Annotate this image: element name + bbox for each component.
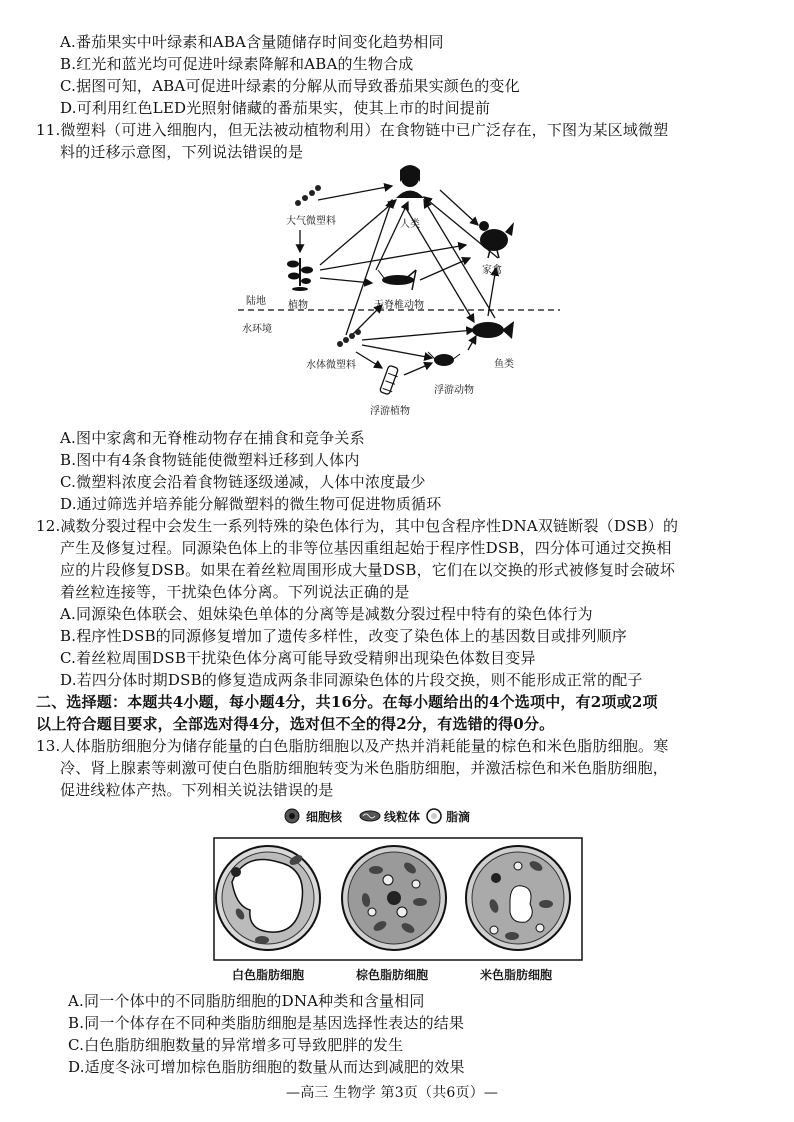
q12-option-d: D.若四分体时期DSB的修复造成两条非同源染色体的片段交换，则不能形成正常的配子 [60,671,643,689]
q12-stem: 12.减数分裂过程中会发生一系列特殊的染色体行为，其中包含程序性DNA双链断裂（DSB）的 [36,517,679,535]
label-land: 陆地 [246,296,266,307]
label-water-microplastic: 水体微塑料 [306,360,356,371]
q12-option-c: C.着丝粒周围DSB干扰染色体分离可能导致受精卵出现染色体数目变异 [60,649,536,667]
q11-stem-cont: 料的迁移示意图，下列说法错误的是 [60,143,304,161]
q10-option-d: D.可利用红色LED光照射储藏的番茄果实，使其上市的时间提前 [60,99,491,117]
q12-stem-2: 产生及修复过程。同源染色体上的非等位基因重组起始于程序性DSB，四分体可通过交换相 [60,539,672,557]
q13-option-a: A.同一个体中的不同脂肪细胞的DNA种类和含量相同 [68,992,425,1010]
label-atm-microplastic: 大气微塑料 [286,216,336,227]
q12-stem-4: 着丝粒连接等，干扰染色体分离。下列说法正确的是 [60,583,410,601]
label-invertebrate: 无脊椎动物 [374,300,424,311]
q11-option-c: C.微塑料浓度会沿着食物链逐级递减，人体中浓度最少 [60,473,426,491]
label-plant: 植物 [288,300,308,311]
q13-stem-2: 冷、肾上腺素等刺激可使白色脂肪细胞转变为米色脂肪细胞，并激活棕色和米色脂肪细胞， [60,759,669,777]
white-fat-cell-label: 白色脂肪细胞 [232,968,305,982]
q13-stem-3: 促进线粒体产热。下列相关说法错误的是 [60,781,334,799]
section-2-heading: 二、选择题：本题共4小题，每小题4分，共16分。在每小题给出的4个选项中，有2项或2项 [36,693,658,711]
label-fish: 鱼类 [494,359,514,370]
label-zooplankton: 浮游动物 [434,385,474,396]
white-fat-cell [216,846,320,950]
q10-option-c: C.据图可知，ABA可促进叶绿素的分解从而导致番茄果实颜色的变化 [60,77,520,95]
label-water-env: 水环境 [242,324,272,335]
label-poultry: 家禽 [482,265,502,276]
brown-fat-cell [342,846,446,950]
q11-stem: 11.微塑料（可进入细胞内，但无法被动植物利用）在食物链中已广泛存在，下图为某区域微塑 [36,121,669,139]
lipid-legend-icon [427,809,441,823]
beige-fat-cell-label: 米色脂肪细胞 [480,968,553,982]
q12-option-b: B.程序性DSB的同源修复增加了遗传多样性，改变了染色体上的基因数目或排列顺序 [60,627,627,645]
q13-option-d: D.适度冬泳可增加棕色脂肪细胞的数量从而达到减肥的效果 [68,1058,465,1076]
q13-option-c: C.白色脂肪细胞数量的异常增多可导致肥胖的发生 [68,1036,404,1054]
q11-option-b: B.图中有4条食物链能使微塑料迁移到人体内 [60,451,360,469]
beige-fat-cell [466,846,570,950]
legend-mitochondria-label: 线粒体 [384,810,421,824]
label-human: 人类 [400,219,420,230]
q12-stem-3: 应的片段修复DSB。如果在着丝粒周围形成大量DSB，它们在以交换的形式被修复时会破坏 [60,561,676,579]
q13-stem: 13.人体脂肪细胞分为储存能量的白色脂肪细胞以及产热并消耗能量的棕色和米色脂肪细胞。寒 [36,737,669,755]
q11-option-a: A.图中家禽和无脊椎动物存在捕食和竞争关系 [60,429,365,447]
label-phytoplankton: 浮游植物 [370,406,410,417]
section-2-heading-cont: 以上符合题目要求，全部选对得4分，选对但不全的得2分，有选错的得0分。 [36,715,555,733]
q13-option-b: B.同一个体存在不同种类脂肪细胞是基因选择性表达的结果 [68,1014,465,1032]
page-footer: —高三 生物学 第3页（共6页）— [286,1085,499,1101]
brown-fat-cell-label: 棕色脂肪细胞 [356,968,429,982]
q11-option-d: D.通过筛选并培养能分解微塑料的微生物可促进物质循环 [60,495,442,513]
legend-lipid-label: 脂滴 [446,810,471,824]
nucleus-legend-icon [285,809,299,823]
q10-option-b: B.红光和蓝光均可促进叶绿素降解和ABA的生物合成 [60,55,414,73]
q12-option-a: A.同源染色体联会、姐妹染色单体的分离等是减数分裂过程中特有的染色体行为 [60,605,593,623]
q10-option-a: A.番茄果实中叶绿素和ABA含量随储存时间变化趋势相同 [60,33,444,51]
legend-nucleus-label: 细胞核 [306,810,343,824]
mitochondria-legend-icon [360,811,380,821]
